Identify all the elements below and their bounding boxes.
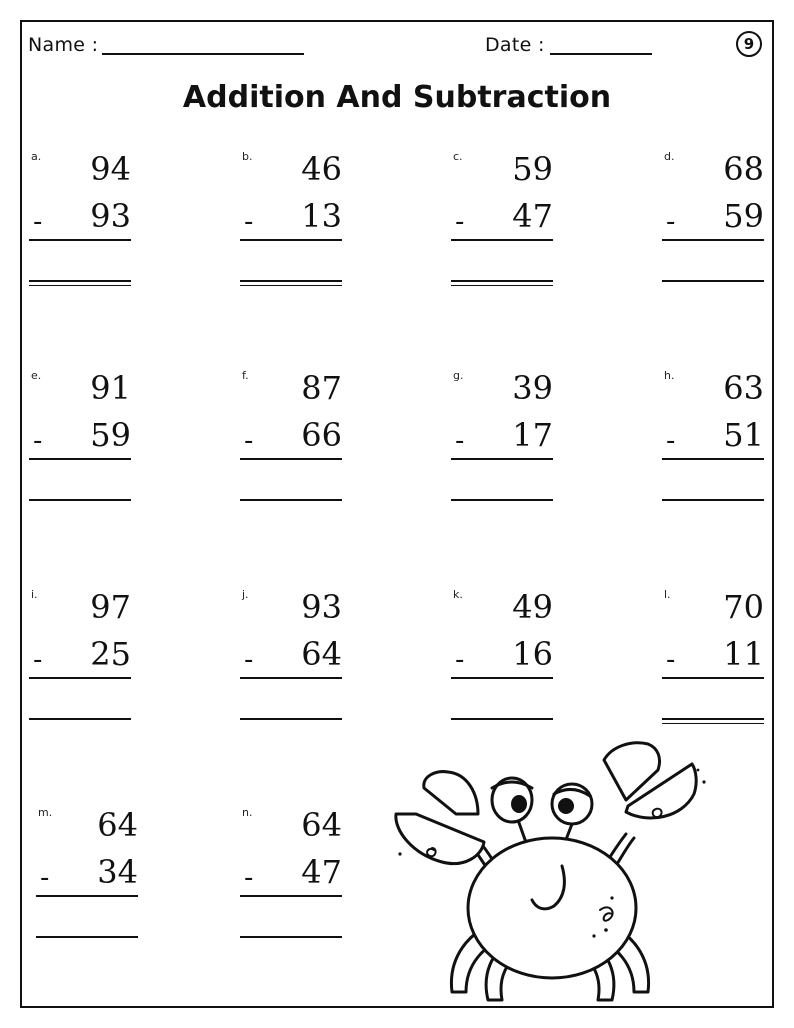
minus-sign: - [455, 426, 465, 456]
problem-letter: i. [31, 588, 38, 601]
answer-line[interactable] [29, 718, 131, 720]
name-field[interactable] [102, 53, 304, 55]
problem-letter: g. [453, 369, 464, 382]
page-number-badge: 9 [736, 31, 762, 57]
problem-rule [240, 677, 342, 679]
problem-a [29, 150, 133, 300]
problem-letter: n. [242, 806, 253, 819]
problem-subtrahend: 59 [723, 197, 764, 235]
minus-sign: - [244, 207, 254, 237]
problem-f [240, 369, 344, 519]
problem-subtrahend: 16 [512, 635, 553, 673]
problem-rule [662, 458, 764, 460]
problem-e [29, 369, 133, 519]
problem-n [240, 806, 344, 956]
problem-letter: b. [242, 150, 253, 163]
minus-sign: - [244, 645, 254, 675]
problem-letter: h. [664, 369, 675, 382]
problem-letter: k. [453, 588, 463, 601]
problem-minuend: 49 [512, 588, 553, 626]
answer-line[interactable] [451, 718, 553, 720]
problem-rule [36, 895, 138, 897]
answer-line[interactable] [451, 280, 553, 286]
crab-icon [386, 730, 716, 1002]
answer-line[interactable] [662, 499, 764, 501]
problem-subtrahend: 25 [90, 635, 131, 673]
problem-minuend: 87 [301, 369, 342, 407]
problem-rule [451, 239, 553, 241]
problem-rule [240, 239, 342, 241]
problem-c [451, 150, 555, 300]
problem-g [451, 369, 555, 519]
date-label: Date : [485, 34, 545, 56]
problem-minuend: 46 [301, 150, 342, 188]
problem-minuend: 94 [90, 150, 131, 188]
problem-subtrahend: 47 [301, 853, 342, 891]
problem-k [451, 588, 555, 738]
problem-h [662, 369, 766, 519]
problem-rule [29, 458, 131, 460]
answer-line[interactable] [29, 280, 131, 286]
problem-subtrahend: 34 [97, 853, 138, 891]
answer-line[interactable] [240, 936, 342, 938]
minus-sign: - [40, 863, 50, 893]
problem-letter: d. [664, 150, 675, 163]
page-title: Addition And Subtraction [182, 80, 612, 115]
problem-m [36, 806, 140, 956]
problem-rule [29, 239, 131, 241]
problem-minuend: 63 [723, 369, 764, 407]
minus-sign: - [455, 645, 465, 675]
problem-rule [662, 239, 764, 241]
problem-subtrahend: 13 [301, 197, 342, 235]
problem-letter: e. [31, 369, 42, 382]
problem-letter: l. [664, 588, 671, 601]
problem-j [240, 588, 344, 738]
problem-l [662, 588, 766, 738]
date-field[interactable] [550, 53, 652, 55]
minus-sign: - [455, 207, 465, 237]
problem-minuend: 39 [512, 369, 553, 407]
problem-subtrahend: 47 [512, 197, 553, 235]
problem-rule [451, 677, 553, 679]
problem-minuend: 68 [723, 150, 764, 188]
minus-sign: - [666, 426, 676, 456]
problem-subtrahend: 11 [723, 635, 764, 673]
answer-line[interactable] [36, 936, 138, 938]
problem-minuend: 70 [723, 588, 764, 626]
minus-sign: - [244, 863, 254, 893]
problem-minuend: 64 [301, 806, 342, 844]
problem-subtrahend: 66 [301, 416, 342, 454]
problem-i [29, 588, 133, 738]
answer-line[interactable] [240, 280, 342, 286]
minus-sign: - [33, 426, 43, 456]
problem-d [662, 150, 766, 300]
answer-line[interactable] [662, 718, 764, 724]
problem-rule [240, 895, 342, 897]
problem-rule [29, 677, 131, 679]
problem-minuend: 93 [301, 588, 342, 626]
problem-letter: a. [31, 150, 42, 163]
problem-minuend: 64 [97, 806, 138, 844]
problem-subtrahend: 17 [512, 416, 553, 454]
answer-line[interactable] [29, 499, 131, 501]
problem-subtrahend: 93 [90, 197, 131, 235]
problem-rule [451, 458, 553, 460]
minus-sign: - [244, 426, 254, 456]
problem-rule [662, 677, 764, 679]
minus-sign: - [666, 207, 676, 237]
minus-sign: - [33, 207, 43, 237]
answer-line[interactable] [451, 499, 553, 501]
problem-b [240, 150, 344, 300]
problem-rule [240, 458, 342, 460]
answer-line[interactable] [662, 280, 764, 282]
problem-minuend: 97 [90, 588, 131, 626]
problem-subtrahend: 64 [301, 635, 342, 673]
answer-line[interactable] [240, 499, 342, 501]
answer-line[interactable] [240, 718, 342, 720]
minus-sign: - [666, 645, 676, 675]
problem-letter: c. [453, 150, 463, 163]
minus-sign: - [33, 645, 43, 675]
name-label: Name : [28, 34, 99, 56]
problem-letter: m. [38, 806, 53, 819]
problem-minuend: 91 [90, 369, 131, 407]
problem-letter: j. [242, 588, 249, 601]
problem-letter: f. [242, 369, 249, 382]
problem-subtrahend: 59 [90, 416, 131, 454]
problem-minuend: 59 [512, 150, 553, 188]
problem-subtrahend: 51 [723, 416, 764, 454]
